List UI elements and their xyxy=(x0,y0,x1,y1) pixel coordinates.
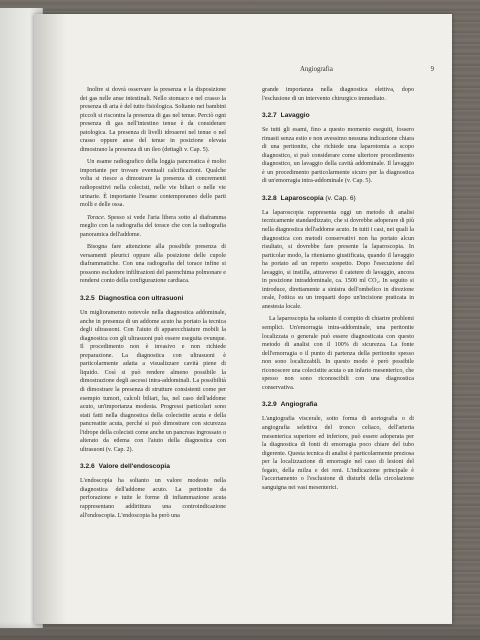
section-number: 3.2.7 xyxy=(262,112,277,120)
paragraph: L'angiografia viscerale, sotto forma di aortografia o di angiografia selettiva del tronco celiaco, dell'arteria mesenterica superiore ed inferiore, può essere adoperata per la diagnostica di fonti di emorragia poco chiare del tubo digerente. Questa tecnica di analisi è particolarmente preziosa per la localizzazione di emorragie nel caso di lesioni del fegato, della milza e dei reni. L'indicazione principale è l'accertamento o l'esclusione di disturbi della circolazione sanguigna nei vasi mesenterici. xyxy=(262,416,414,491)
paragraph: Bisogna fare attenzione alla possibile presenza di versamenti pleurici oppure alla posizione delle cupole diaframmatiche. Con una radiografia del torace infine si possono escludere infiltrazioni del parenchima polmonare e rendersi conto della configurazione cardiaca. xyxy=(80,244,226,285)
paragraph: La laparoscopia rappresenta oggi un metodo di analisi tecnicamente standardizzato, che si dovrebbe adoperare di più nella diagnostica dell'addome acuto. In tutti i casi, nei quali la diagnostica con metodi conservativi non ha portato alcun risultato, si dovrebbe fare presente la laparoscopia. In particolar modo, la riteniamo giustificata, quando il lavaggio ha portato ad un reperto sospetto. Dopo l'esecuzione del lavaggio, si instilla, attraverso il catetere di lavaggio, ancora in posizione intraddominale, ca. 1500 ml CO₂. In seguito si introduce, direttamente a sinistra dell'ombelico in direzione orale, l'ottica su un trequarti dopo un'incisione praticata in anestesia locale. xyxy=(262,209,414,310)
section-heading xyxy=(262,112,414,120)
left-column xyxy=(80,86,226,524)
section-heading xyxy=(262,401,414,409)
page-number: 9 xyxy=(430,66,434,73)
section-number: 3.2.8 xyxy=(262,194,277,202)
paragraph: Un miglioramento notevole nella diagnostica addominale, anche in presenza di un addome acuto ha portato la tecnica degli ultrasuoni. Con l'aiuto di apparecchiature mobili la diagnostica con gli ultrasuoni può essere eseguita ovunque. Il procedimento non è invasivo e non richiede preparazione. La diagnostica con ultrasuoni è particolarmente adatta a visualizzare cavità piene di liquido. Così si può rendere almeno possibile la dimostrazione degli ascessi intra-addominali. La possibilità di dimostrare la presenza di strutture consistenti come per esempio tumori, calcoli biliari, ha, nel caso dell'addome acuto, un'importanza modesta. Progressi particolari sono stati fatti nella diagnostica della colecistite acuta e della pancreatite acuta, perché si può dimostrare con sicurezza l'idrope della colecisti come anche un pancreas ingrossato o alterato da edema con l'aiuto della diagnostica con ultrasuoni (v. Cap. 2). xyxy=(80,310,226,453)
section-title: Angiografia xyxy=(280,401,318,409)
paragraph: La laparoscopia ha soltanto il compito di chiarire problemi semplici. Un'emorragia intra-addominale, una peritonite localizzata o generale può essere diagnosticata con questo metodo di analisi con il 100% di sicurezza. La fonte dell'emorragia o il punto di partenza della peritonite spesso non sono localizzabili. In questo modo è però possibile riconoscere una colecistite acuta o un infarto mesenterico, che spesso non sono riconoscibili con una diagnostica conservativa. xyxy=(262,316,414,391)
paragraph: Un esame radiografico della loggia pancreatica è molto importante per trovare eventuali calcificazioni. Qualche volta si riesce a dimostrare la presenza di concrementi radiopositivi nella colecisti, nelle vie biliari o nelle vie urinarie. È importante l'esame contemporaneo delle parti molli e delle ossa. xyxy=(80,159,226,209)
paragraph: Se tutti gli esami, fino a questo momento eseguiti, fossero rimasti senza esito e non avessimo nessuna indicazione chiara di una peritonite, che richiede una laparotomia a scopo diagnostico, si può considerare come ulteriore procedimento diagnostico, un lavaggio della cavità addominale. Il lavaggio è un procedimento particolarmente sicuro per la diagnostica di un'emorragia intra-addominale (v. Cap. 5). xyxy=(262,127,414,185)
paragraph: grande importanza nella diagnostica elettiva, dopo l'esclusione di un intervento chirurgico immediato. xyxy=(262,87,414,102)
paragraph-torace xyxy=(80,214,226,240)
section-number: 3.2.6 xyxy=(80,463,95,471)
bottom-shadow xyxy=(0,622,480,640)
section-title: Lavaggio xyxy=(280,112,310,120)
section-reference: (v. Cap. 6) xyxy=(325,194,356,202)
section-number: 3.2.5 xyxy=(80,295,95,303)
section-heading xyxy=(262,195,414,203)
paragraph: Inoltre si dovrà osservare la presenza e la disposizione dei gas nelle anse intestinali. Nello stomaco e nel crasso la presenza di aria è del tutto fisiologica. Soltanto nei bambini piccoli si riscontra la presenza di gas nel tenue. Perciò ogni presenza di gas nell'intestino tenue è da considerare patologica. La presenza di livelli idroaerei nel tenue o nel crasso oppure anse del tenue in posizione elevata dimostrano la presenza di un ileo (dettagli v. Cap. 5). xyxy=(80,87,226,153)
section-number: 3.2.9 xyxy=(262,401,277,409)
section-title: Valore dell'endoscopia xyxy=(98,463,170,471)
paragraph-lead: Torace. xyxy=(87,214,106,221)
right-column xyxy=(262,86,414,496)
section-heading xyxy=(80,295,226,303)
paragraph: L'endoscopia ha soltanto un valore modesto nella diagnostica dell'addome acuto. La peritonite da perforazione e tutte le forme di infiammazione acuta rappresentano addirittura una controindicazione all'endoscopia. L'endoscopia ha però una xyxy=(80,478,226,519)
running-header xyxy=(300,66,434,73)
section-heading xyxy=(80,463,226,471)
paragraph-body: Spesso si vede l'aria libera sotto al diaframma meglio con la radiografia del torace che con la radiografia panoramica dell'addome. xyxy=(80,214,226,238)
section-title: Diagnostica con ultrasuoni xyxy=(98,295,184,303)
page-gutter-shadow xyxy=(34,14,66,624)
section-title: Laparoscopia xyxy=(280,194,324,202)
running-title: Angiografia xyxy=(300,66,333,73)
